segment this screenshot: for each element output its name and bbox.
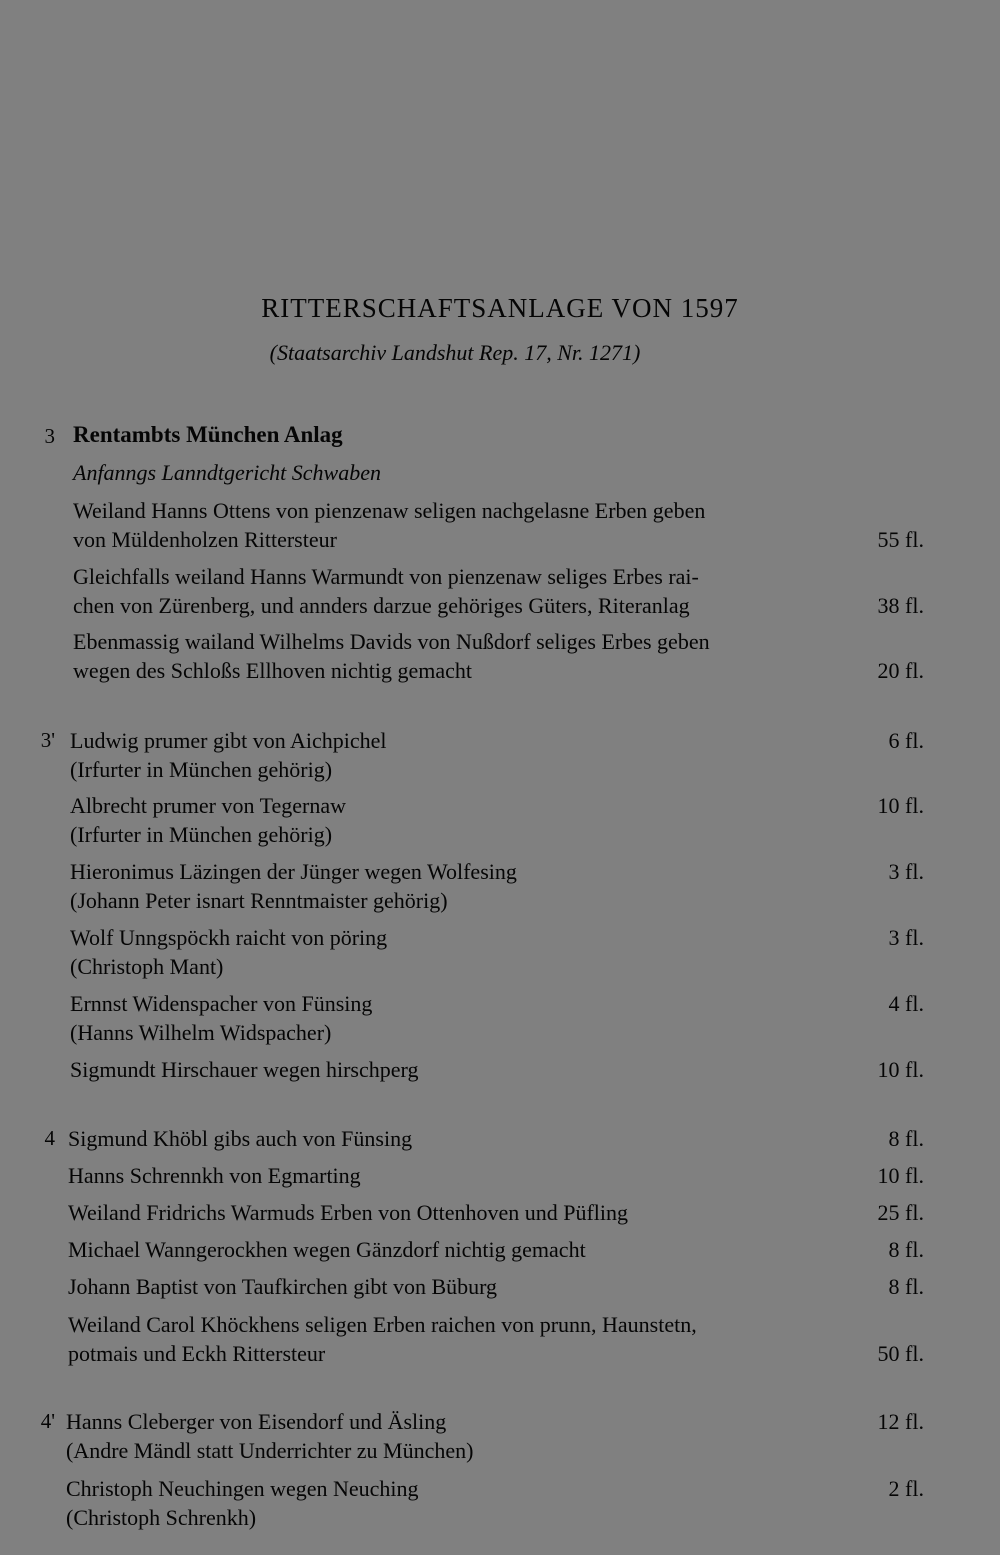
entry-amount: 25 fl. bbox=[877, 1200, 924, 1225]
entry-amount: 8 fl. bbox=[888, 1274, 924, 1299]
entry-text: Gleichfalls weiland Hanns Warmundt von pienzenaw seliges Erbes rai- chen von Zürenberg, und annders darzue gehöriges Güters, Riteranlag bbox=[73, 564, 699, 618]
entry-text: Wolf Unngspöckh raicht von pöring (Christoph Mant) bbox=[70, 925, 388, 979]
entry-text: Sigmund Khöbl gibs auch von Fünsing bbox=[68, 1126, 413, 1151]
entry-text: Hanns Schrennkh von Egmarting bbox=[68, 1163, 361, 1188]
entry-text: Albrecht prumer von Tegernaw (Irfurter in München gehörig) bbox=[70, 793, 347, 847]
entry-text: Weiland Carol Khöckhens seligen Erben raichen von prunn, Haunstetn, potmais und Eckh Rittersteur bbox=[68, 1312, 697, 1366]
entry-amount: 8 fl. bbox=[888, 1237, 924, 1262]
entry-amount: 20 fl. bbox=[877, 658, 924, 683]
folio-number: 4 bbox=[44, 1126, 55, 1150]
folio-number: 3' bbox=[40, 728, 55, 752]
entry-text: Weiland Fridrichs Warmuds Erben von Ottenhoven und Püfling bbox=[68, 1200, 629, 1225]
entry-amount: 3 fl. bbox=[888, 859, 924, 884]
entry-text: Ludwig prumer gibt von Aichpichel (Irfurter in München gehörig) bbox=[70, 728, 387, 782]
entry-amount: 4 fl. bbox=[888, 991, 924, 1016]
section-subheading: Anfanngs Lanndtgericht Schwaben bbox=[73, 460, 381, 485]
entry-text: Hanns Cleberger von Eisendorf und Äsling (Andre Mändl statt Underrichter zu München) bbox=[66, 1409, 474, 1463]
folio-number: 3 bbox=[44, 424, 55, 448]
page-title: RITTERSCHAFTSANLAGE VON 1597 bbox=[261, 293, 739, 323]
entry-amount: 55 fl. bbox=[877, 527, 924, 552]
section-heading: Rentambts München Anlag bbox=[73, 422, 343, 447]
folio-number: 4' bbox=[40, 1409, 55, 1433]
entry-text: Weiland Hanns Ottens von pienzenaw seligen nachgelasne Erben geben von Müldenholzen Rittersteur bbox=[73, 498, 706, 552]
entry-amount: 10 fl. bbox=[877, 1163, 924, 1188]
entry-amount: 10 fl. bbox=[877, 793, 924, 818]
entry-amount: 2 fl. bbox=[888, 1476, 924, 1501]
entry-text: Johann Baptist von Taufkirchen gibt von Büburg bbox=[68, 1274, 498, 1299]
entry-amount: 10 fl. bbox=[877, 1057, 924, 1082]
entry-amount: 12 fl. bbox=[877, 1409, 924, 1434]
entry-text: Christoph Neuchingen wegen Neuching (Christoph Schrenkh) bbox=[66, 1476, 419, 1530]
source-reference: (Staatsarchiv Landshut Rep. 17, Nr. 1271) bbox=[269, 340, 641, 365]
entry-amount: 38 fl. bbox=[877, 593, 924, 618]
entry-text: Hieronimus Läzingen der Jünger wegen Wolfesing (Johann Peter isnart Renntmaister gehörig) bbox=[70, 859, 517, 913]
entry-text: Ebenmassig wailand Wilhelms Davids von Nußdorf seliges Erbes geben wegen des Schloßs Ellhoven nichtig gemacht bbox=[73, 629, 710, 683]
entry-amount: 6 fl. bbox=[888, 728, 924, 753]
entry-amount: 3 fl. bbox=[888, 925, 924, 950]
entry-amount: 8 fl. bbox=[888, 1126, 924, 1151]
entry-text: Michael Wanngerockhen wegen Gänzdorf nichtig gemacht bbox=[68, 1237, 586, 1262]
entry-amount: 50 fl. bbox=[877, 1341, 924, 1366]
entry-text: Sigmundt Hirschauer wegen hirschperg bbox=[70, 1057, 419, 1082]
entry-text: Ernnst Widenspacher von Fünsing (Hanns Wilhelm Widspacher) bbox=[70, 991, 373, 1045]
